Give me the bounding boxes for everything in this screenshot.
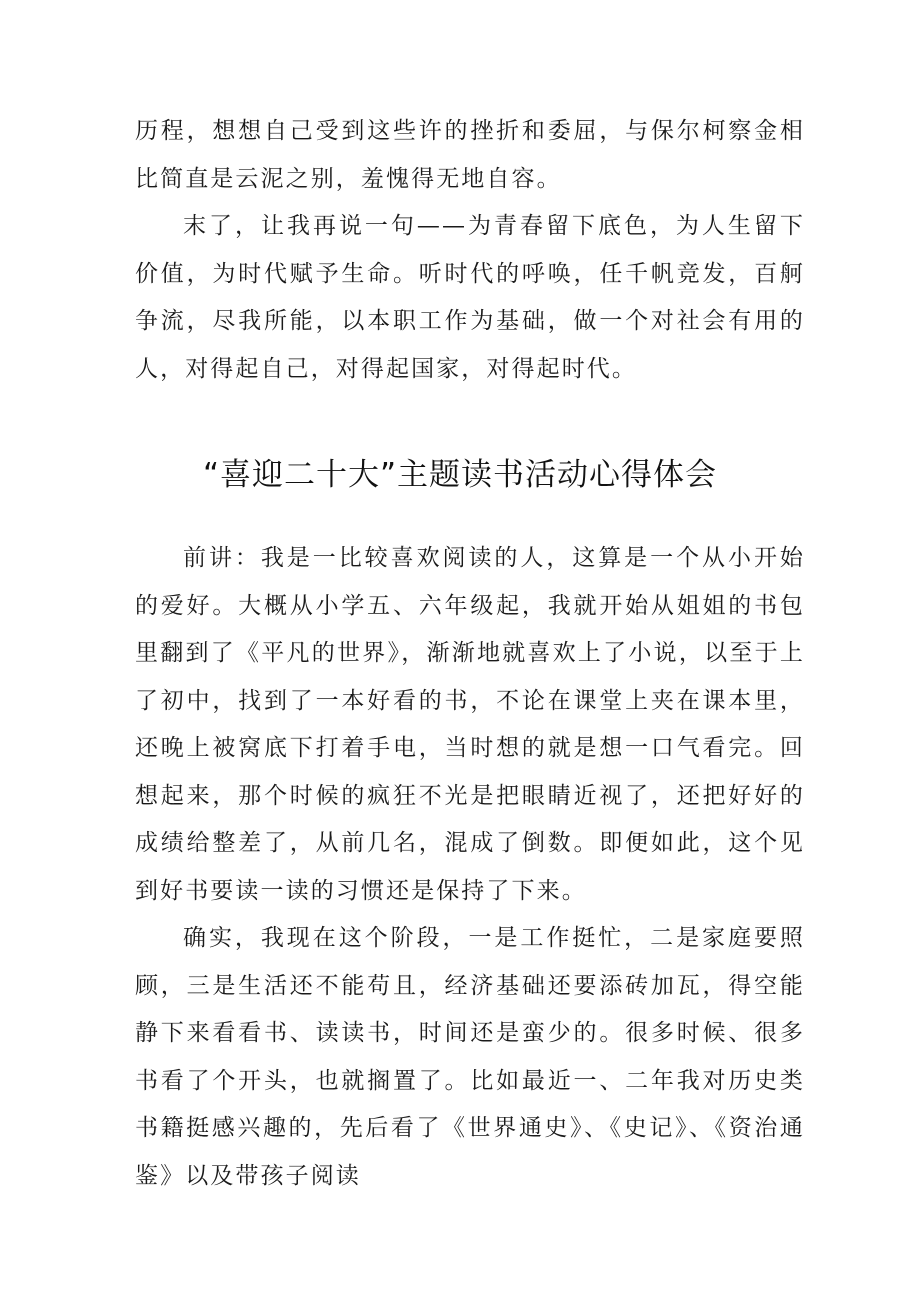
paragraph-continued: 历程，想想自己受到这些许的挫折和委屈，与保尔柯察金相比简直是云泥之别，羞愧得无地自容。 bbox=[135, 118, 805, 192]
paragraph-preface: 前讲：我是一比较喜欢阅读的人，这算是一个从小开始的爱好。大概从小学五、六年级起，我就开始从姐姐的书包里翻到了《平凡的世界》，渐渐地就喜欢上了小说，以至于上了初中，找到了一本好看的书，不论在课堂上夹在课本里，还晚上被窝底下打着手电，当时想的就是想一口气看完。回想起来，那个时候的疯狂不光是把眼睛近视了，还把好好的成绩给整差了，从前几名，混成了倒数。即便如此，这个见到好书要读一读的习惯还是保持了下来。 bbox=[135, 545, 805, 904]
paragraph-body: 确实，我现在这个阶段，一是工作挺忙，二是家庭要照顾，三是生活还不能苟且，经济基础还要添砖加瓦，得空能静下来看看书、读读书，时间还是蛮少的。很多时候、很多书看了个开头，也就搁置了。比如最近一、二年我对历史类书籍挺感兴趣的，先后看了《世界通史》、《史记》、《资治通鉴》以及带孩子阅读 bbox=[135, 925, 805, 1189]
paragraph-closing: 末了，让我再说一句——为青春留下底色，为人生留下价值，为时代赋予生命。听时代的呼唤，任千帆竞发，百舸争流，尽我所能，以本职工作为基础，做一个对社会有用的人，对得起自己，对得起国家，对得起时代。 bbox=[135, 213, 805, 382]
article-title: “喜迎二十大”主题读书活动心得体会 bbox=[202, 457, 718, 493]
